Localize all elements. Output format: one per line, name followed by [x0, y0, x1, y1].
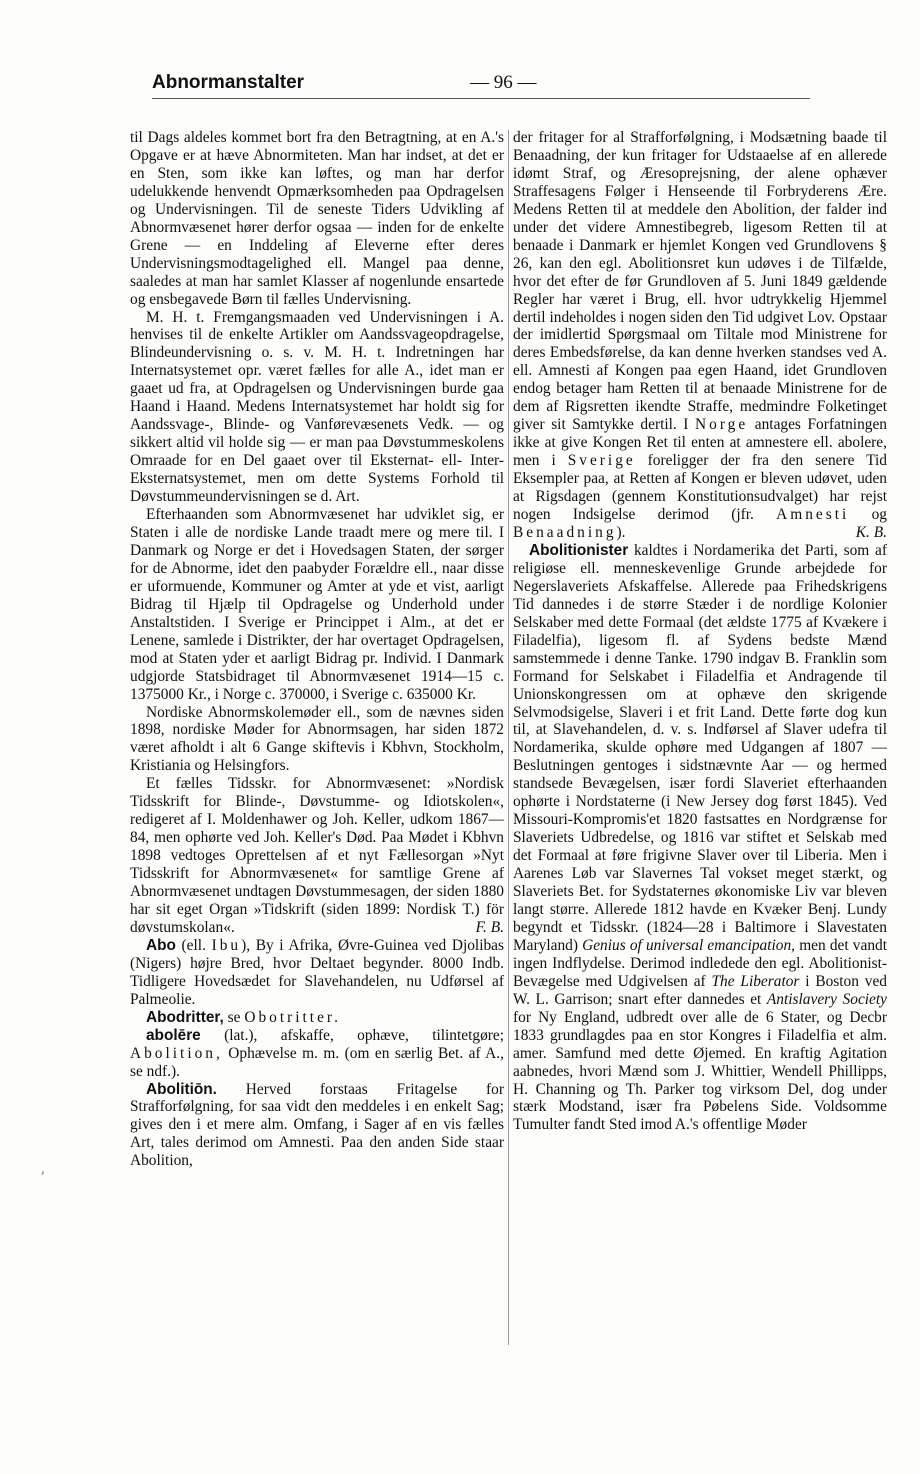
- spaced-term: Norge: [695, 416, 749, 434]
- page-number: — 96 —: [470, 72, 537, 93]
- cross-reference: Amnesti: [776, 506, 850, 524]
- paragraph-text: og: [849, 506, 887, 524]
- paragraph-text: ).: [616, 523, 626, 541]
- entry-abolere: [130, 1027, 504, 1081]
- entry-text: kaldtes i Nordamerika det Parti, som af religiøse ell. menneskevenlige Grunde arbejdede for Negerslaveriets Afskaffelse. Allerede paa Frihedskrigens Tid dannedes i de større Stæder i de nordlige Kolonier Selskaber med dette Formaal (det ældste 1775 af Kvækere i Filadelfia), ligesom fl. af Sydens bedste Mænd samstemmede i denne Tanke. 1790 indgav B. Franklin som Formand for Selskabet i Filadelfia et Andragende til Unionskongressen om at ophæve den skrigende Selvmodsigelse, Slaveri i et frit Land. Dette førte dog kun til, at Slavehandelen, d. v. s. Indførsel af Slaver udefra til Nordamerika, skulde ophøre med Udgangen af 1807 — Beslutningen gentoges i sidstnævnte Aar — og hermed standsede Bevægelsen, især fordi Slaveriet efterhaanden ophørte i Nordstaterne (i New Jersey dog først 1845). Ved Missouri-Kompromis'et 1820 fastsattes en Nordgrænse for Slaveriets Udbredelse, og 1816 var stiftet et Selskab med det Formaal at føre frigivne Slaver over til Liberia. Men i Aarenes Løb var Slavernes Tal vokset meget stærkt, og Slaveriets Bet. for Sydstaternes økonomiske Liv var bleven langt større. Allerede 1812 havde en Kvæker Benj. Lundy begyndt et Tidsskr. (1824—28 i Baltimore i Slavestaten Maryland): [513, 541, 887, 954]
- paragraph-text: Et fælles Tidsskr. for Abnormvæsenet: »Nordisk Tidsskrift for Blinde-, Døvstumme- og Idiotskolen«, redigeret af I. Moldenhawer og Joh. Keller, udkom 1867—84, men ophørte ved Joh. Keller's Død. Paa Mødet i Kbhvn 1898 vedtoges Oprettelsen af et nyt Fællesorgan »Nyt Tidsskrift for Abnormvæsenet« for samtlige Grene af Abnormvæsenet undtagen Døvstummesagen, der siden 1880 har sit eget Organ »Tidskrift (siden 1899: Nordisk T.) för døvstumskolan«.: [130, 775, 504, 936]
- spaced-term: Abolition,: [130, 1044, 223, 1062]
- author-signature: F. B.: [475, 918, 504, 936]
- paragraph-text: antages Forfatningen ikke at give Kongen Ret til enten at amnestere ell. abolere, men i: [513, 416, 887, 470]
- right-column: [513, 129, 887, 1134]
- paragraph: M. H. t. Fremgangsmaaden ved Undervisningen i A. henvises til de enkelte Artikler om Aandssvageopdragelse, Blindeundervisning o. s. v. M. H. t. Indretningen har Internatsystemet opr. været fælles for alle A., idet man er gaaet ud fra, at Opdragelsen og Undervisningen burde gaa Haand i Haand. Medens Internatsystemet har holdt sig for Aandssvage-, Blinde- og Vanførevæsenets Vedk. — og sikkert altid vil holde sig — er man paa Døvstummeskolens Omraade for en Del gaaet over til Eksternat- ell- Inter-Eksternatsystemet, men om dette Systems Forhold til Døvstummeundervisningen se d. Art.: [130, 308, 504, 506]
- cross-reference: Benaadning: [513, 523, 617, 541]
- running-head-word: Abnormanstalter: [152, 72, 305, 93]
- column-divider: [508, 130, 509, 1345]
- entry-text: Herved forstaas Fritagelse for Strafforfølgning, for saa vidt den meddeles i en enkelt Sag; gives den i et mere alm. Omfang, i Sager af en vis fælles Art, tales derimod om Amnesti. Paa den anden Side staar Abolition,: [130, 1080, 504, 1170]
- entry-text: ), By i Afrika, Øvre-Guinea ved Djolibas (Nigers) højre Bred, hvor Deltaet begynder. 8000 Indb. Tidligere Hovedsædet for Slavehandelen, nu Udførsel af Palmeolie.: [130, 936, 504, 1008]
- paragraph: [130, 775, 504, 937]
- author-signature: K. B.: [855, 523, 887, 541]
- entry-abolitionister: [513, 542, 887, 1134]
- italic-title: Genius of universal emancipation,: [582, 936, 796, 954]
- spaced-term: Sverige: [567, 452, 636, 470]
- paragraph-text: foreligger der fra den senere Tid Eksempler paa, at Retten af Kongen er bleven udøvet, uden at Rigsdagen (gennem Konstitutionsudvalget) har rejst nogen Indsigelse derimod (jfr.: [513, 452, 887, 524]
- entry-abo: [130, 937, 504, 1009]
- entry-abolition: [130, 1081, 504, 1171]
- headword: Abolitionister: [529, 541, 629, 559]
- headword: abolēre: [146, 1026, 201, 1044]
- entry-text: men det vandt ingen Indflydelse. Derimod indledede den egl. Abolitionist-Bevægelse med Udgivelsen af: [513, 936, 887, 990]
- italic-title: Antislavery Society: [766, 990, 887, 1008]
- spaced-term: Ibu: [211, 936, 242, 954]
- paragraph: til Dags aldeles kommet bort fra den Betragtning, at en A.'s Opgave er at hæve Abnormiteten. Man har indset, at det er en Sten, som ikke kan løftes, og man har derfor udelukkende henvendt Opmærksomheden paa Opdragelsen og Undervisningen. Til de seneste Tiders Udvikling af Abnormvæsenet hører derfor ogsaa — inden for de enkelte Grene — en Inddeling af Eleverne efter deres Undervisningsmodtagelighed ell. Mangel paa denne, saaledes at man har samlet Klasser af nogenlunde ensartede og ensbegavede Børn til fælles Undervisning.: [130, 129, 504, 308]
- entry-text: i Boston ved W. L. Garrison; snart efter dannedes et: [513, 972, 887, 1008]
- entry-text: for Ny England, udbredt over alle de 6 Stater, og Decbr 1833 grundlagdes paa en stor Kongres i Filadelfia et alm. amer. Samfund med dette Øjemed. En kraftig Agitation aabnedes, hvori Mænd som J. Whittier, Wendell Phillipps, H. Channing og Th. Parker tog virksom Del, dog under stærk Modstand, især fra Pøbelens Side. Voldsomme Tumulter fandt Sted imod A.'s offentlige Møder: [513, 1008, 887, 1134]
- cross-reference: Obotritter.: [244, 1008, 342, 1026]
- entry-text: se: [223, 1008, 245, 1026]
- headword: Abo: [146, 936, 176, 954]
- entry-abodritter: [130, 1009, 504, 1027]
- italic-title: The Liberator: [711, 972, 800, 990]
- entry-text: Ophævelse m. m. (om en særlig Bet. af A., se ndf.).: [130, 1044, 504, 1080]
- page-header: [152, 70, 810, 99]
- entry-text: (ell.: [175, 936, 212, 954]
- paragraph: [513, 129, 887, 542]
- headword: Abolitiōn.: [146, 1080, 217, 1098]
- paragraph: Nordiske Abnormskolemøder ell., som de nævnes siden 1898, nordiske Møder for Abnormsagen, har siden 1872 været afholdt i alt 6 Gange skiftevis i Kbhvn, Stockholm, Kristiania og Helsingfors.: [130, 703, 504, 775]
- headword: Abodritter,: [146, 1008, 224, 1026]
- paragraph-text: der fritager for al Strafforfølgning, i Modsætning baade til Benaadning, der kun fritager for Udstaaelse af en allerede idømt Straf, og Æresoprejsning, der alene ophæver Straffesagens Følger i Henseende til Forbryderens Ære. Medens Retten til at meddele den Abolition, der falder ind under det videre Amnestibegreb, ligesom Retten til at benaade i Danmark er hjemlet Kongen ved Grundlovens § 26, kan den egl. Abolitionsret kun udøves i de Tilfælde, hvor det efter de før Grundloven af 5. Juni 1849 gældende Regler har været i Brug, ell. hvor udtrykkelig Hjemmel dertil indeholdes i nogen siden den Tid udgivet Lov. Opstaar der imidlertid Spørgsmaal om Tiltale mod Ministrene for deres Embedsførelse, da kan denne hverken standses ved A. ell. Amnesti af Kongen paa egen Haand, idet Grundloven endog betager ham Retten til at benaade Ministrene for de dem af Rigsretten ikendte Straffe, medmindre Folketinget giver sit Samtykke dertil. I: [513, 129, 887, 434]
- margin-mark: ʼ: [40, 1170, 45, 1186]
- left-column: [130, 129, 504, 1170]
- entry-text: (lat.), afskaffe, ophæve, tilintetgøre;: [200, 1026, 504, 1044]
- paragraph: Efterhaanden som Abnormvæsenet har udviklet sig, er Staten i alle de nordiske Lande traadt mere og mere til. I Danmark og Norge er det i Hovedsagen Staten, der sørger for de Abnorme, idet den paabyder Forældre ell., naar disse er uformuende, Kommuner og Amter at yde et vist, aarligt Bidrag til Hjælp til Opdragelse og Underhold under Anstaltstiden. I Sverige er Princippet i Alm., at det er Lenene, samlede i Distrikter, der har overtaget Opdragelsen, mod at Staten yder et aarligt Bidrag pr. Individ. I Danmark udgjorde Statsbidraget til Abnormvæsenet 1914—15 c. 1375000 Kr., i Norge c. 370000, i Sverige c. 635000 Kr.: [130, 506, 504, 703]
